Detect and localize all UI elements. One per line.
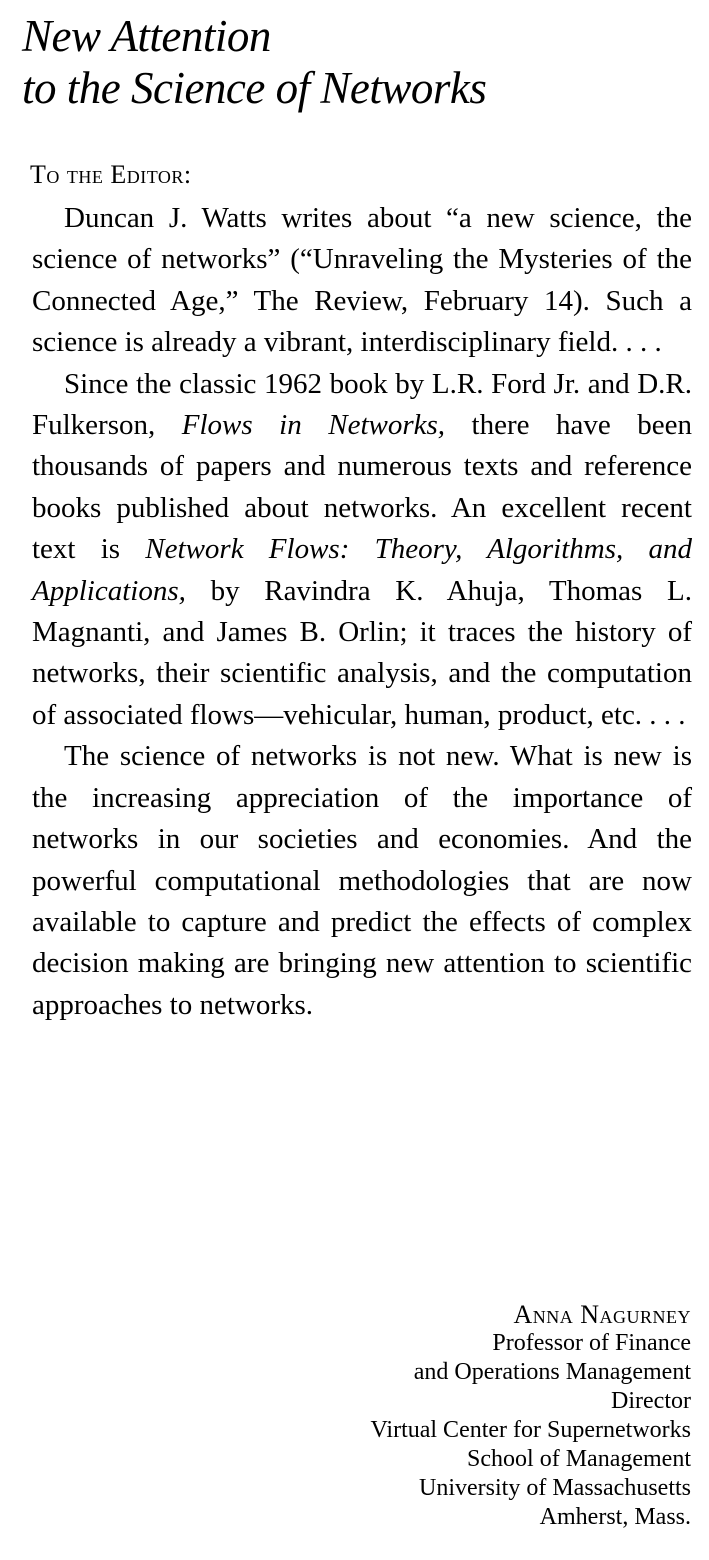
headline-line-1: New Attention — [22, 11, 271, 61]
salutation-text: To the Editor: — [30, 160, 192, 189]
paragraph-1 — [32, 198, 692, 364]
signature-line-7: Amherst, Mass. — [539, 1504, 691, 1530]
headline-line-2: to the Science of Networks — [22, 63, 487, 113]
signature-line-5: School of Management — [467, 1446, 691, 1472]
paragraph-3-text: The science of networks is not new. What is new is the increasing appreciation of the importance of networks in our societies and economies. And the powerful computational methodologies that are now available to capture and predict the effects of complex decision making are bringing new attention to scientific approaches to networks. — [32, 740, 692, 1021]
paragraph-2-text-c: by Ravindra K. Ahuja, Thomas L. Magnanti, and James B. Orlin; it traces the history of networks, their scientific analysis, and the computation of associated flows—vehicular, human, product, etc. . . . — [32, 574, 692, 731]
signature-name: Anna Nagurney — [513, 1300, 691, 1329]
signature-line-4: Virtual Center for Supernetworks — [370, 1417, 691, 1443]
paragraph-2-text-a: Since the classic 1962 book by L.R. Ford Jr. and D.R. Fulkerson, — [32, 367, 692, 442]
letter-body — [32, 198, 692, 1026]
book-title-flows-in-networks: Flows in Networks, — [181, 409, 446, 442]
paragraph-2 — [32, 364, 692, 737]
signature-line-6: University of Massachusetts — [419, 1475, 691, 1501]
headline — [22, 10, 682, 114]
signature-line-2: and Operations Management — [413, 1359, 691, 1385]
signature-line-3: Director — [611, 1388, 691, 1414]
signature-block — [171, 1300, 691, 1532]
salutation — [30, 158, 192, 192]
paragraph-3 — [32, 736, 692, 1026]
book-title-network-flows: Network Flows: Theory, Algorithms, and Applications, — [32, 533, 692, 607]
paragraph-2-text-b: there have been thousands of papers and numerous texts and reference books published about networks. An excellent recent text is — [32, 409, 693, 566]
signature-line-1: Professor of Finance — [492, 1330, 691, 1356]
paragraph-1-text: Duncan J. Watts writes about “a new science, the science of networks” (“Unraveling the Mysteries of the Connected Age,” The Review, February 14). Such a science is already a vibrant, interdisciplinary field. . . . — [32, 202, 692, 359]
